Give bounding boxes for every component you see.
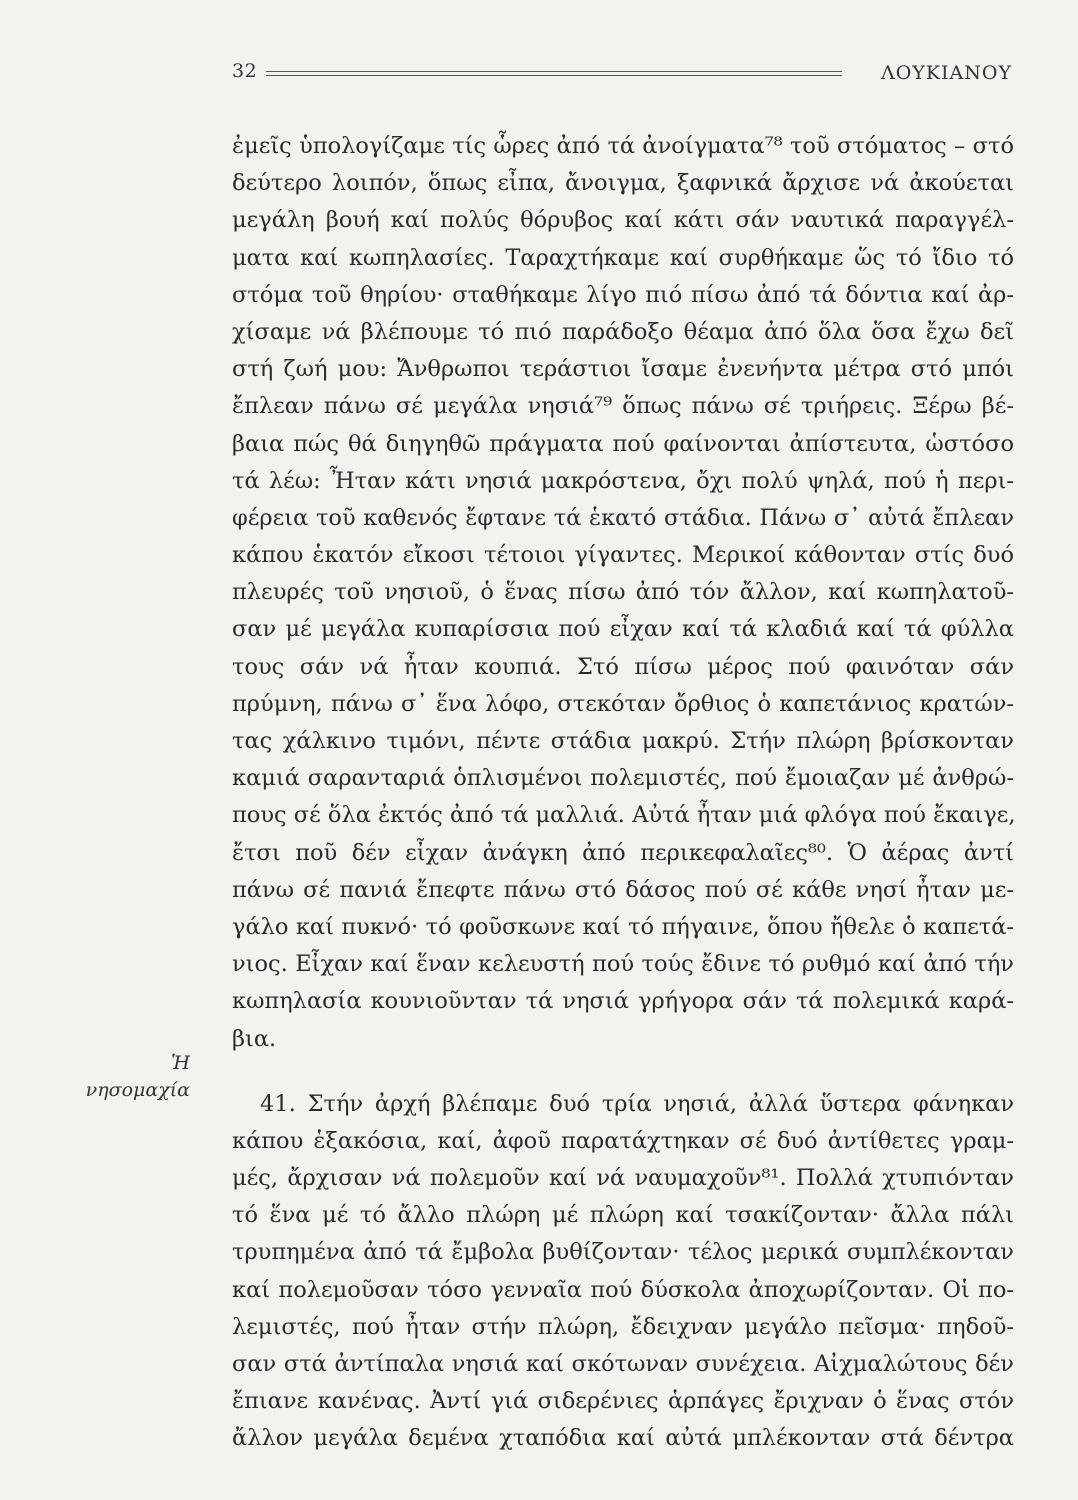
text-line: 41. Στήν ἀρχή βλέπαμε δυό τρία νησιά, ἀλλά ὕστερα φάνηκαν — [260, 1090, 1014, 1117]
text-line: ἐμεῖς ὑπολογίζαμε τίς ὧρες ἀπό τά ἀνοίγματα⁷⁸ τοῦ στόματος – στό — [232, 133, 1014, 159]
text-line: βια. — [232, 1025, 277, 1052]
text-line: ἄλλον μεγάλα δεμένα χταπόδια καί αὐτά μπλέκονταν στά δέντρα — [232, 1425, 1014, 1452]
text-line: κάπου ἑκατόν εἴκοσι τέτοιοι γίγαντες. Μερικοί κάθονταν στίς δυό — [232, 542, 1014, 569]
paragraph-2 — [232, 1086, 1014, 1458]
header-rule — [266, 71, 842, 72]
text-line: στόμα τοῦ θηρίου· σταθήκαμε λίγο πιό πίσω ἀπό τά δόντια καί ἀρ- — [232, 281, 1014, 308]
text-line: τά λέω: Ἦταν κάτι νησιά μακρόστενα, ὄχι πολύ ψηλά, πού ἡ περι- — [232, 467, 1014, 494]
text-line: πλευρές τοῦ νησιοῦ, ὁ ἕνας πίσω ἀπό τόν ἄλλον, καί κωπηλατοῦ- — [232, 579, 1014, 606]
margin-note-line: Ἡ — [171, 1052, 190, 1074]
body-text — [232, 128, 1014, 1458]
text-line: τρυπημένα ἀπό τά ἔμβολα βυθίζονταν· τέλος μερικά συμπλέκονταν — [232, 1239, 1014, 1266]
paragraph-1 — [232, 128, 1014, 1058]
text-line: ἔπιανε κανένας. Ἀντί γιά σιδερένιες ἁρπάγες ἔριχναν ὁ ἕνας στόν — [232, 1388, 1014, 1415]
text-line: μεγάλη βουή καί πολύς θόρυβος καί κάτι σάν ναυτικά παραγγέλ- — [232, 207, 1014, 234]
text-line: γάλο καί πυκνό· τό φοῦσκωνε καί τό πήγαινε, ὅπου ἤθελε ὁ καπετά- — [232, 913, 1014, 940]
text-line: φέρεια τοῦ καθενός ἔφτανε τά ἑκατό στάδια. Πάνω σ᾽ αὐτά ἔπλεαν — [232, 504, 1014, 531]
text-line: στή ζωή μου: Ἄνθρωποι τεράστιοι ἴσαμε ἐνενήντα μέτρα στό μπόι — [232, 356, 1014, 383]
page-number: 32 — [232, 60, 258, 82]
text-line: μές, ἄρχισαν νά πολεμοῦν καί νά ναυμαχοῦν⁸¹. Πολλά χτυπιόνταν — [232, 1165, 1014, 1192]
text-line: καμιά σαρανταριά ὁπλισμένοι πολεμιστές, πού ἔμοιαζαν μέ ἀνθρώ- — [232, 765, 1014, 792]
text-line: κωπηλασία κουνιοῦνταν τά νησιά γρήγορα σάν τά πολεμικά καρά- — [232, 988, 1014, 1015]
margin-note — [80, 1050, 190, 1104]
text-line: πάνω σέ πανιά ἔπεφτε πάνω στό δάσος πού σέ κάθε νησί ἦταν με- — [232, 876, 1014, 903]
text-line: σαν μέ μεγάλα κυπαρίσσια πού εἶχαν καί τά κλαδιά καί τά φύλλα — [232, 616, 1014, 643]
text-line: τας χάλκινο τιμόνι, πέντε στάδια μακρύ. Στήν πλώρη βρίσκονταν — [232, 728, 1014, 754]
text-line: ἔτσι ποῦ δέν εἶχαν ἀνάγκη ἀπό περικεφαλαῖες⁸⁰. Ὁ ἀέρας ἀντί — [232, 839, 1014, 866]
text-line: ἔπλεαν πάνω σέ μεγάλα νησιά⁷⁹ ὅπως πάνω σέ τριήρεις. Ξέρω βέ- — [232, 393, 1014, 420]
text-line: σαν στά ἀντίπαλα νησιά καί σκότωναν συνέχεια. Αἰχμαλώτους δέν — [232, 1351, 1014, 1377]
text-line: τό ἕνα μέ τό ἄλλο πλώρη μέ πλώρη καί τσακίζονταν· ἄλλα πάλι — [232, 1202, 1014, 1229]
margin-note-line: νησομαχία — [85, 1079, 190, 1101]
text-line: πρύμνη, πάνω σ᾽ ἕνα λόφο, στεκόταν ὄρθιος ὁ καπετάνιος κρατών- — [232, 690, 1014, 717]
text-line: ματα καί κωπηλασίες. Ταραχτήκαμε καί συρθήκαμε ὥς τό ἴδιο τό — [232, 244, 1014, 271]
text-line: δεύτερο λοιπόν, ὅπως εἶπα, ἄνοιγμα, ξαφνικά ἄρχισε νά ἀκούεται — [232, 170, 1014, 197]
page-header — [232, 60, 1012, 90]
text-line: νιος. Εἶχαν καί ἕναν κελευστή πού τούς ἔδινε τό ρυθμό καί ἀπό τήν — [232, 951, 1014, 978]
text-line: λεμιστές, πού ἦταν στήν πλώρη, ἔδειχναν μεγάλο πεῖσμα· πηδοῦ- — [232, 1313, 1014, 1340]
text-line: κάπου ἑξακόσια, καί, ἀφοῦ παρατάχτηκαν σέ δυό ἀντίθετες γραμ- — [232, 1127, 1014, 1154]
paragraph-gap — [232, 1058, 1014, 1086]
text-line: βαια πώς θά διηγηθῶ πράγματα πού φαίνονται ἀπίστευτα, ὡστόσο — [232, 430, 1014, 457]
text-line: χίσαμε νά βλέπουμε τό πιό παράδοξο θέαμα ἀπό ὅλα ὅσα ἔχω δεῖ — [232, 318, 1014, 345]
text-line: τους σάν νά ἦταν κουπιά. Στό πίσω μέρος πού φαινόταν σάν — [232, 653, 1014, 680]
text-line: πους σέ ὅλα ἐκτός ἀπό τά μαλλιά. Αὐτά ἦταν μιά φλόγα πού ἔκαιγε, — [232, 802, 1016, 829]
running-head: ΛΟΥΚΙΑΝΟΥ — [880, 62, 1012, 84]
text-line: καί πολεμοῦσαν τόσο γενναῖα πού δύσκολα ἀποχωρίζονταν. Οἱ πο- — [232, 1276, 1014, 1303]
